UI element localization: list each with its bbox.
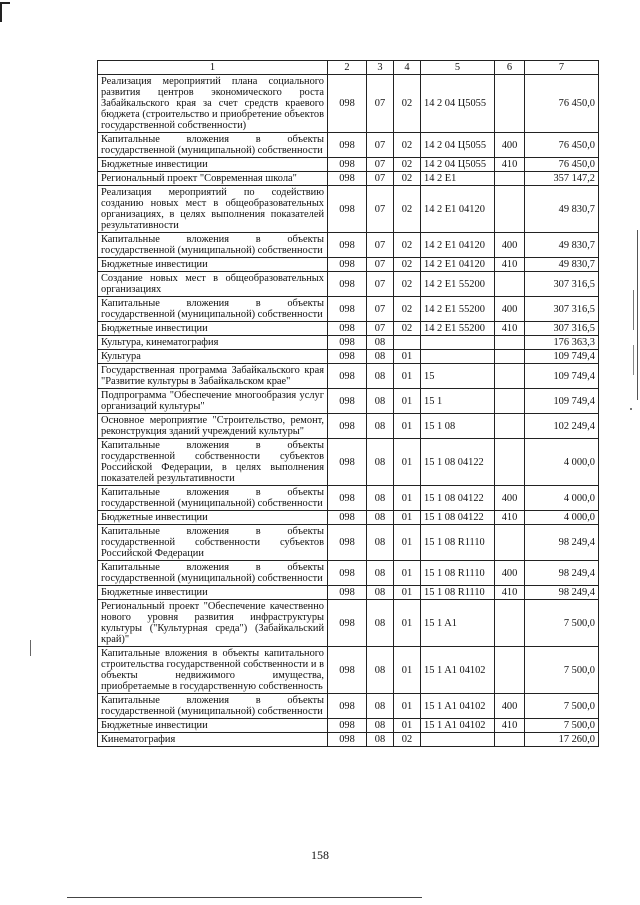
amount-cell: 7 500,0 [525,719,599,733]
subsection-code-cell: 01 [394,561,421,586]
ministry-code-cell: 098 [328,439,367,486]
subsection-code-cell: 02 [394,297,421,322]
target-article-cell: 14 2 E1 04120 [421,258,495,272]
target-article-cell: 15 1 [421,389,495,414]
ministry-code-cell: 098 [328,525,367,561]
table-row [98,272,599,297]
table-row [98,158,599,172]
subsection-code-cell: 02 [394,322,421,336]
ministry-code-cell: 098 [328,297,367,322]
expense-type-cell [495,414,525,439]
amount-cell: 109 749,4 [525,350,599,364]
subsection-code-cell: 01 [394,647,421,694]
subsection-code-cell: 01 [394,439,421,486]
item-name-cell: Капитальные вложения в объекты государственной (муниципальной) собственности [98,561,328,586]
amount-cell: 109 749,4 [525,364,599,389]
section-code-cell: 08 [367,694,394,719]
ministry-code-cell: 098 [328,389,367,414]
scan-corner-mark [0,2,10,22]
amount-cell: 4 000,0 [525,486,599,511]
ministry-code-cell: 098 [328,233,367,258]
target-article-cell: 15 [421,364,495,389]
expense-type-cell: 410 [495,586,525,600]
table-row [98,186,599,233]
expense-type-cell [495,186,525,233]
section-code-cell: 08 [367,647,394,694]
item-name-cell: Капитальные вложения в объекты государственной (муниципальной) собственности [98,133,328,158]
amount-cell: 109 749,4 [525,389,599,414]
scan-edge-dash [633,290,634,330]
amount-cell: 98 249,4 [525,561,599,586]
section-code-cell: 08 [367,511,394,525]
subsection-code-cell: 01 [394,350,421,364]
ministry-code-cell: 098 [328,350,367,364]
item-name-cell: Региональный проект "Современная школа" [98,172,328,186]
target-article-cell [421,350,495,364]
section-code-cell: 07 [367,297,394,322]
amount-cell: 49 830,7 [525,233,599,258]
footer-rule [67,897,422,898]
subsection-code-cell: 02 [394,158,421,172]
table-row [98,364,599,389]
amount-cell: 98 249,4 [525,525,599,561]
target-article-cell: 15 1 08 04122 [421,511,495,525]
amount-cell: 7 500,0 [525,600,599,647]
amount-cell: 76 450,0 [525,158,599,172]
table-row [98,486,599,511]
item-name-cell: Создание новых мест в общеобразовательных организациях [98,272,328,297]
item-name-cell: Капитальные вложения в объекты государственной собственности субъектов Российской Федерации [98,525,328,561]
section-code-cell: 07 [367,233,394,258]
subsection-code-cell: 02 [394,133,421,158]
amount-cell: 76 450,0 [525,133,599,158]
subsection-code-cell: 01 [394,694,421,719]
item-name-cell: Культура, кинематография [98,336,328,350]
ministry-code-cell: 098 [328,186,367,233]
ministry-code-cell: 098 [328,133,367,158]
section-code-cell: 08 [367,364,394,389]
target-article-cell: 14 2 04 Ц5055 [421,158,495,172]
item-name-cell: Бюджетные инвестиции [98,719,328,733]
ministry-code-cell: 098 [328,486,367,511]
subsection-code-cell: 02 [394,75,421,133]
item-name-cell: Бюджетные инвестиции [98,586,328,600]
table-row [98,561,599,586]
column-header: 1 [98,61,328,75]
page-number: 158 [311,848,329,862]
ministry-code-cell: 098 [328,511,367,525]
expense-type-cell: 410 [495,258,525,272]
section-code-cell: 08 [367,414,394,439]
amount-cell: 307 316,5 [525,297,599,322]
amount-cell: 176 363,3 [525,336,599,350]
column-header: 6 [495,61,525,75]
target-article-cell: 15 1 08 [421,414,495,439]
target-article-cell: 15 1 08 04122 [421,486,495,511]
column-header: 4 [394,61,421,75]
expense-type-cell: 400 [495,486,525,511]
item-name-cell: Кинематография [98,733,328,747]
section-code-cell: 08 [367,600,394,647]
ministry-code-cell: 098 [328,414,367,439]
expense-type-cell: 410 [495,719,525,733]
expense-type-cell: 400 [495,133,525,158]
section-code-cell: 08 [367,525,394,561]
table-row [98,586,599,600]
subsection-code-cell: 02 [394,733,421,747]
expense-type-cell [495,389,525,414]
amount-cell: 49 830,7 [525,258,599,272]
column-header: 5 [421,61,495,75]
table-row [98,258,599,272]
section-code-cell: 07 [367,258,394,272]
item-name-cell: Подпрограмма "Обеспечение многообразия услуг организаций культуры" [98,389,328,414]
subsection-code-cell: 01 [394,586,421,600]
table-row [98,336,599,350]
table-header-row [98,61,599,75]
expense-type-cell [495,272,525,297]
section-code-cell: 08 [367,336,394,350]
item-name-cell: Региональный проект "Обеспечение качественно нового уровня развития инфраструктуры культуры ("Культурная среда") (Забайкальский край)" [98,600,328,647]
target-article-cell: 15 1 08 R1110 [421,561,495,586]
item-name-cell: Основное мероприятие "Строительство, ремонт, реконструкция зданий учреждений культуры" [98,414,328,439]
ministry-code-cell: 098 [328,647,367,694]
table-row [98,75,599,133]
expense-type-cell [495,172,525,186]
item-name-cell: Бюджетные инвестиции [98,511,328,525]
section-code-cell: 08 [367,350,394,364]
amount-cell: 357 147,2 [525,172,599,186]
table-row [98,389,599,414]
section-code-cell: 08 [367,719,394,733]
section-code-cell: 08 [367,389,394,414]
ministry-code-cell: 098 [328,561,367,586]
section-code-cell: 08 [367,439,394,486]
ministry-code-cell: 098 [328,172,367,186]
ministry-code-cell: 098 [328,694,367,719]
target-article-cell: 15 1 08 R1110 [421,525,495,561]
subsection-code-cell: 02 [394,186,421,233]
table-row [98,439,599,486]
column-header: 7 [525,61,599,75]
ministry-code-cell: 098 [328,586,367,600]
item-name-cell: Бюджетные инвестиции [98,322,328,336]
amount-cell: 98 249,4 [525,586,599,600]
target-article-cell: 15 1 A1 04102 [421,647,495,694]
section-code-cell: 07 [367,172,394,186]
table-row [98,297,599,322]
budget-table [97,60,599,747]
target-article-cell: 14 2 E1 55200 [421,297,495,322]
amount-cell: 307 316,5 [525,322,599,336]
target-article-cell: 14 2 04 Ц5055 [421,133,495,158]
section-code-cell: 07 [367,186,394,233]
subsection-code-cell: 01 [394,389,421,414]
table-row [98,694,599,719]
item-name-cell: Капитальные вложения в объекты государственной (муниципальной) собственности [98,486,328,511]
subsection-code-cell: 01 [394,511,421,525]
table-row [98,414,599,439]
expense-type-cell [495,364,525,389]
subsection-code-cell: 02 [394,258,421,272]
table-row [98,600,599,647]
amount-cell: 7 500,0 [525,694,599,719]
section-code-cell: 08 [367,586,394,600]
ministry-code-cell: 098 [328,364,367,389]
section-code-cell: 07 [367,158,394,172]
table-row [98,350,599,364]
item-name-cell: Капитальные вложения в объекты государственной (муниципальной) собственности [98,694,328,719]
ministry-code-cell: 098 [328,258,367,272]
table-body [98,75,599,747]
subsection-code-cell: 01 [394,600,421,647]
expense-type-cell [495,350,525,364]
section-code-cell: 08 [367,561,394,586]
subsection-code-cell: 02 [394,233,421,258]
target-article-cell [421,733,495,747]
expense-type-cell: 400 [495,561,525,586]
section-code-cell: 08 [367,733,394,747]
ministry-code-cell: 098 [328,336,367,350]
target-article-cell: 15 1 08 04122 [421,439,495,486]
expense-type-cell: 400 [495,233,525,258]
ministry-code-cell: 098 [328,75,367,133]
ministry-code-cell: 098 [328,600,367,647]
target-article-cell: 14 2 E1 04120 [421,186,495,233]
item-name-cell: Капитальные вложения в объекты государственной собственности субъектов Российской Федерации, в целях выполнения показателей результативности [98,439,328,486]
subsection-code-cell: 01 [394,414,421,439]
ministry-code-cell: 098 [328,158,367,172]
column-header: 2 [328,61,367,75]
scan-speck [630,408,632,410]
section-code-cell: 07 [367,272,394,297]
item-name-cell: Государственная программа Забайкальского края "Развитие культуры в Забайкальском крае" [98,364,328,389]
item-name-cell: Бюджетные инвестиции [98,158,328,172]
target-article-cell: 14 2 E1 55200 [421,322,495,336]
expense-type-cell: 410 [495,511,525,525]
table-row [98,233,599,258]
table-row [98,733,599,747]
subsection-code-cell: 02 [394,272,421,297]
item-name-cell: Бюджетные инвестиции [98,258,328,272]
table-row [98,322,599,336]
section-code-cell: 07 [367,75,394,133]
scan-edge-dash [633,345,634,375]
expense-type-cell [495,75,525,133]
target-article-cell: 15 1 A1 04102 [421,719,495,733]
expense-type-cell: 410 [495,322,525,336]
expense-type-cell [495,647,525,694]
target-article-cell: 15 1 08 R1110 [421,586,495,600]
subsection-code-cell: 01 [394,525,421,561]
expense-type-cell: 400 [495,297,525,322]
target-article-cell: 14 2 04 Ц5055 [421,75,495,133]
target-article-cell: 14 2 E1 55200 [421,272,495,297]
target-article-cell: 14 2 E1 [421,172,495,186]
item-name-cell: Культура [98,350,328,364]
item-name-cell: Капитальные вложения в объекты государственной (муниципальной) собственности [98,233,328,258]
subsection-code-cell: 01 [394,364,421,389]
amount-cell: 102 249,4 [525,414,599,439]
target-article-cell: 14 2 E1 04120 [421,233,495,258]
item-name-cell: Капитальные вложения в объекты капитального строительства государственной собственности и в объекты недвижимого имущества, приобретаемые в государственную собственность [98,647,328,694]
subsection-code-cell: 01 [394,486,421,511]
table-row [98,511,599,525]
ministry-code-cell: 098 [328,272,367,297]
expense-type-cell: 410 [495,158,525,172]
scan-edge-line [637,230,638,400]
column-header: 3 [367,61,394,75]
target-article-cell: 15 1 A1 [421,600,495,647]
subsection-code-cell: 01 [394,719,421,733]
ministry-code-cell: 098 [328,322,367,336]
expense-type-cell: 400 [495,694,525,719]
table-row [98,525,599,561]
ministry-code-cell: 098 [328,719,367,733]
scan-margin-mark [30,640,31,656]
amount-cell: 7 500,0 [525,647,599,694]
expense-type-cell [495,439,525,486]
subsection-code-cell [394,336,421,350]
item-name-cell: Реализация мероприятий плана социального развития центров экономического роста Забайкальского края за счет средств краевого бюджета (строительство и приобретение объектов государственной собственности) [98,75,328,133]
amount-cell: 307 316,5 [525,272,599,297]
expense-type-cell [495,600,525,647]
section-code-cell: 07 [367,133,394,158]
subsection-code-cell: 02 [394,172,421,186]
table-row [98,647,599,694]
amount-cell: 76 450,0 [525,75,599,133]
expense-type-cell [495,336,525,350]
amount-cell: 17 260,0 [525,733,599,747]
amount-cell: 49 830,7 [525,186,599,233]
amount-cell: 4 000,0 [525,511,599,525]
item-name-cell: Реализация мероприятий по содействию созданию новых мест в общеобразовательных организациях, в целях выполнения показателей результативности [98,186,328,233]
expense-type-cell [495,525,525,561]
table-row [98,719,599,733]
section-code-cell: 07 [367,322,394,336]
table-row [98,172,599,186]
target-article-cell: 15 1 A1 04102 [421,694,495,719]
amount-cell: 4 000,0 [525,439,599,486]
item-name-cell: Капитальные вложения в объекты государственной (муниципальной) собственности [98,297,328,322]
ministry-code-cell: 098 [328,733,367,747]
target-article-cell [421,336,495,350]
table-row [98,133,599,158]
expense-type-cell [495,733,525,747]
section-code-cell: 08 [367,486,394,511]
